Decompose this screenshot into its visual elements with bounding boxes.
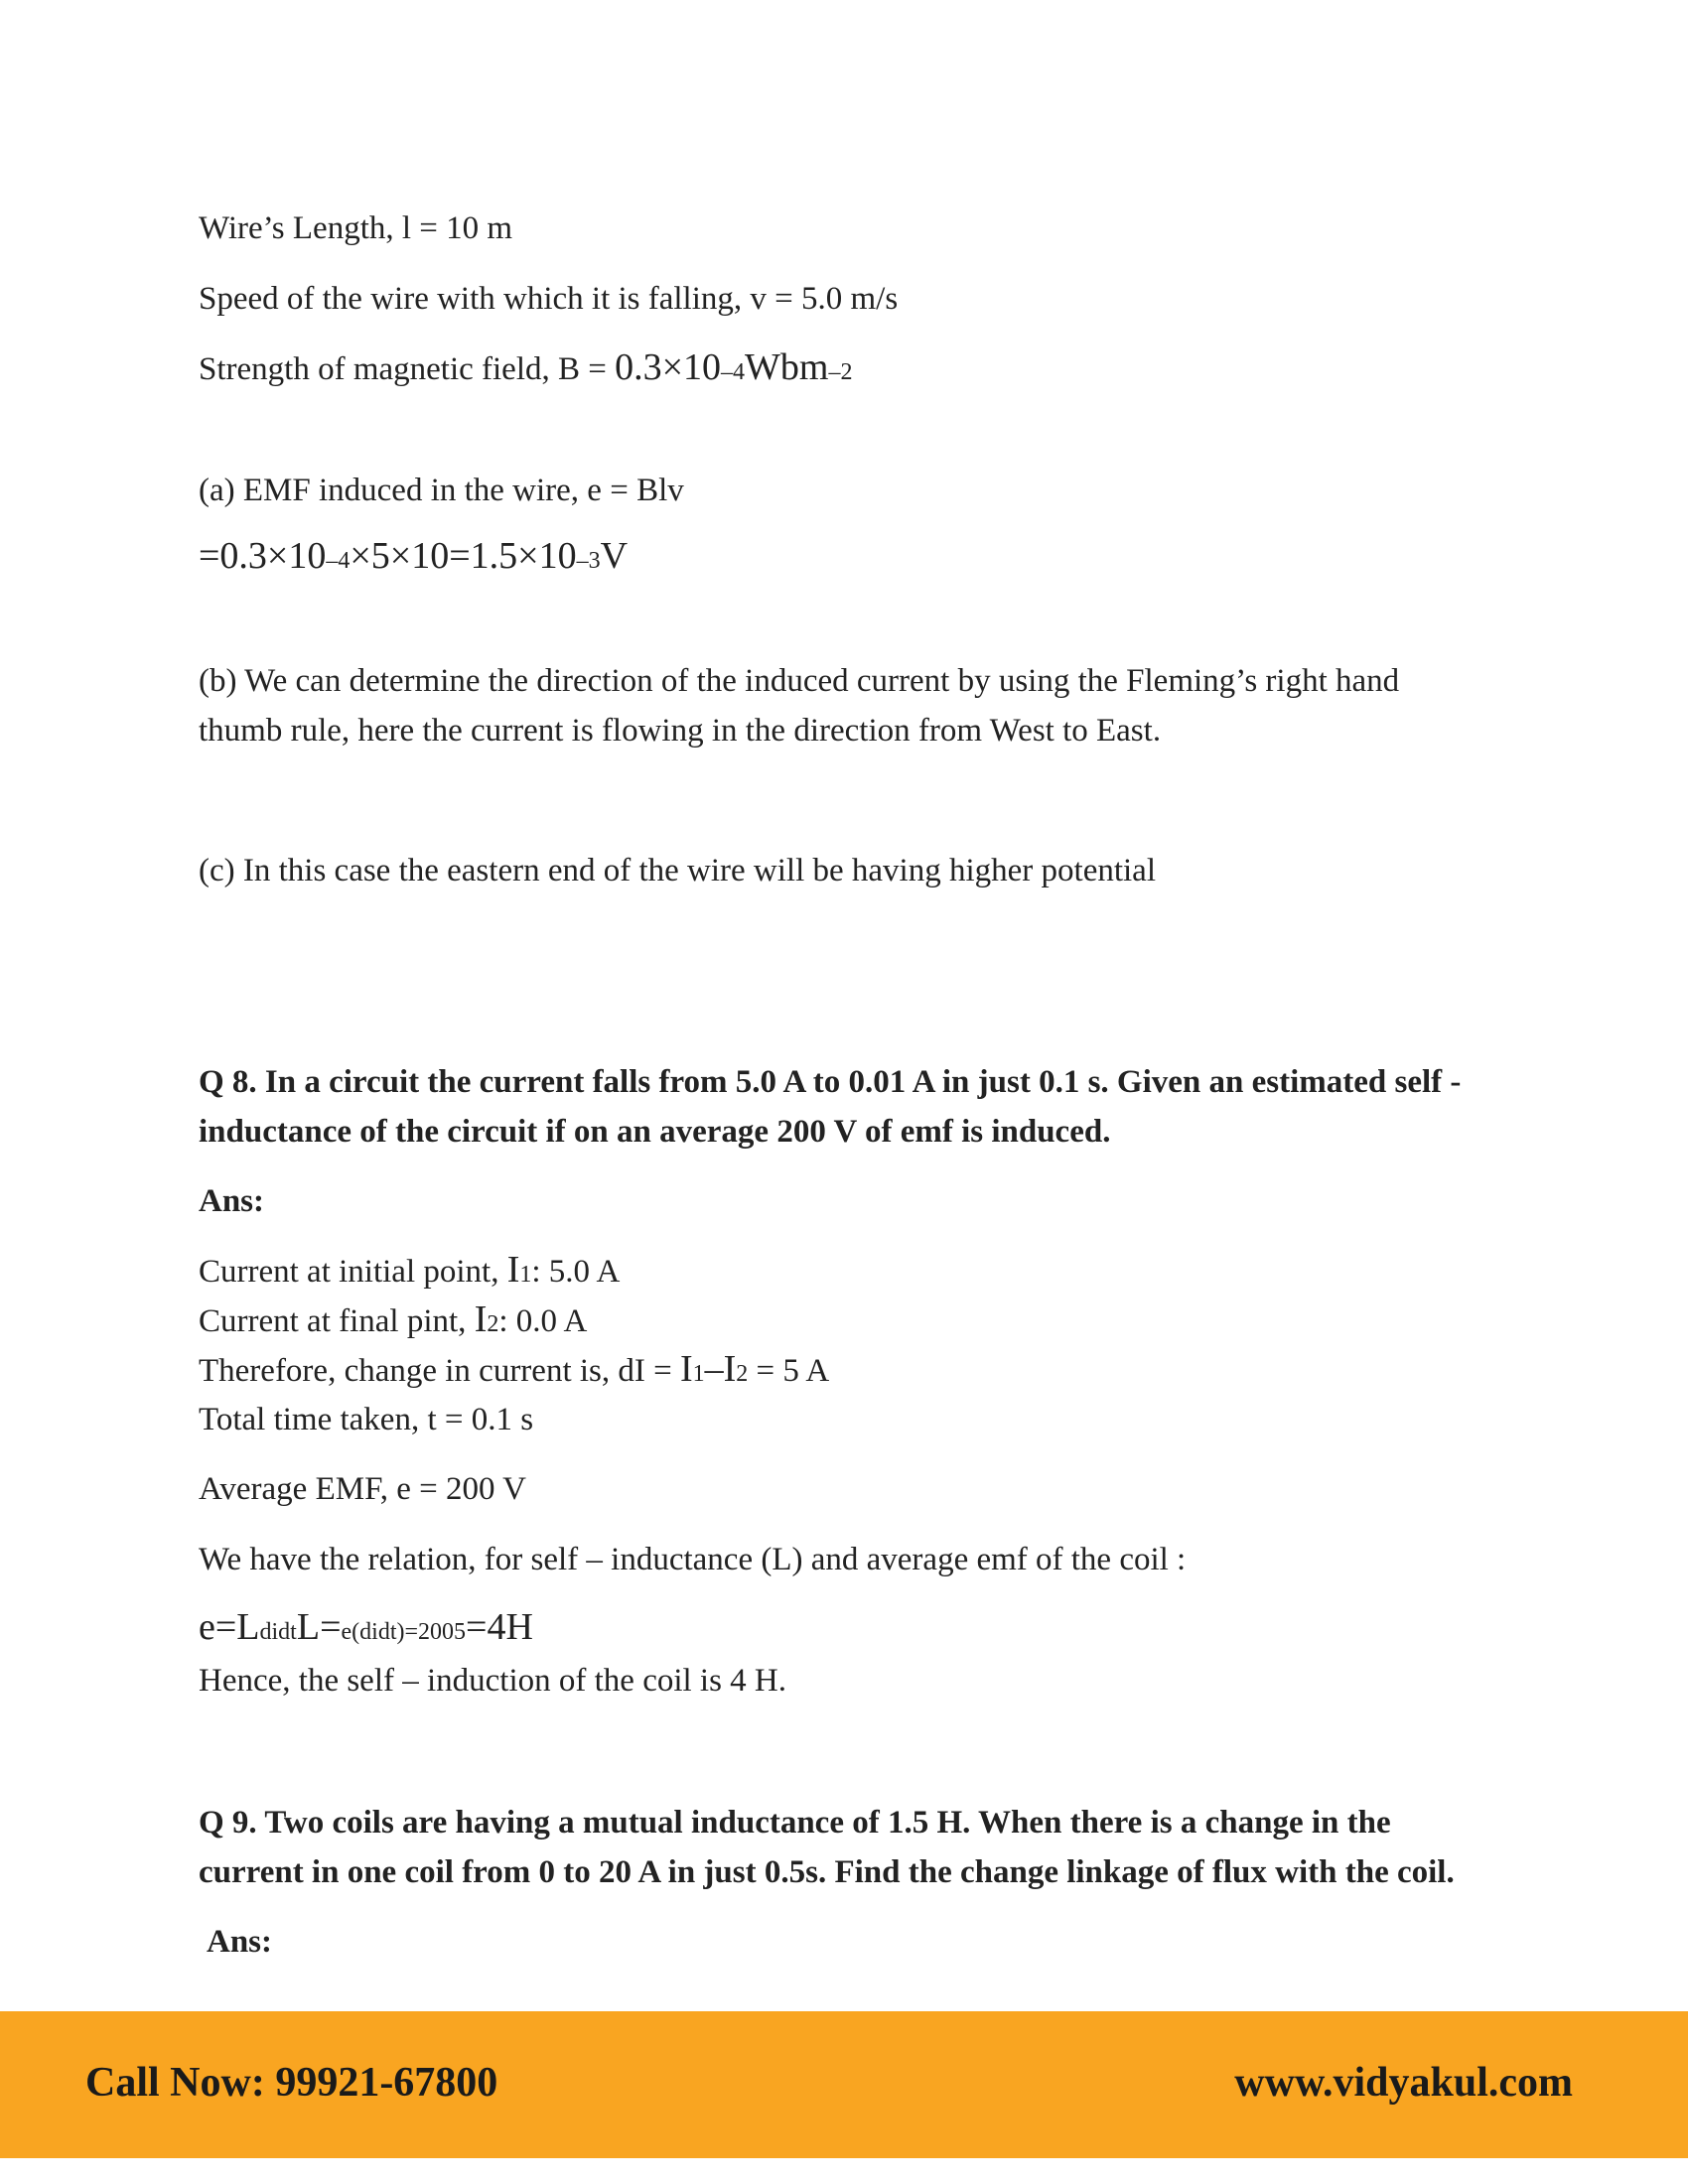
part-c: (c) In this case the eastern end of the wire will be having higher potential [199, 853, 1156, 888]
q8-average-emf: Average EMF, e = 200 V [199, 1471, 527, 1507]
call-now-link[interactable]: Call Now: 99921-67800 [85, 2060, 498, 2106]
q8-initial-current: Current at initial point, I1: 5.0 A [199, 1249, 621, 1291]
part-b-line-1: (b) We can determine the direction of the induced current by using the Fleming’s right hand [199, 663, 1400, 699]
part-a-label: (a) EMF induced in the wire, e = Blv [199, 473, 684, 508]
q8-change-in-current: Therefore, change in current is, dI = I1–I2 = 5 A [199, 1348, 830, 1390]
part-a-equation: =0.3×10–4×5×10=1.5×10–3V [199, 535, 629, 577]
given-length: Wire’s Length, l = 10 m [199, 210, 513, 246]
q8-question-line-1: Q 8. In a circuit the current falls from 5.0 A to 0.01 A in just 0.1 s. Given an estimated self - [199, 1064, 1462, 1100]
given-field-strength: Strength of magnetic field, B = 0.3×10–4Wbm–2 [199, 346, 853, 388]
website-link[interactable]: www.vidyakul.com [1234, 2060, 1573, 2106]
q8-final-current: Current at final pint, I2: 0.0 A [199, 1298, 588, 1340]
q8-ans-label: Ans: [199, 1183, 265, 1219]
given-speed: Speed of the wire with which it is falling, v = 5.0 m/s [199, 281, 899, 317]
q8-formula: e=LdidtL=e(didt)=2005=4H [199, 1606, 533, 1648]
q8-question-line-2: inductance of the circuit if on an average 200 V of emf is induced. [199, 1114, 1111, 1150]
q9-ans-label: Ans: [207, 1924, 273, 1960]
footer-banner [0, 2011, 1688, 2158]
q8-conclusion: Hence, the self – induction of the coil is 4 H. [199, 1663, 787, 1699]
q9-question-line-1: Q 9. Two coils are having a mutual inductance of 1.5 H. When there is a change in the [199, 1805, 1391, 1841]
part-b-line-2: thumb rule, here the current is flowing in the direction from West to East. [199, 713, 1162, 749]
bottom-margin [0, 2158, 1688, 2184]
q8-total-time: Total time taken, t = 0.1 s [199, 1402, 534, 1437]
q8-relation: We have the relation, for self – inductance (L) and average emf of the coil : [199, 1542, 1187, 1577]
q9-question-line-2: current in one coil from 0 to 20 A in just 0.5s. Find the change linkage of flux with the coil. [199, 1854, 1455, 1890]
